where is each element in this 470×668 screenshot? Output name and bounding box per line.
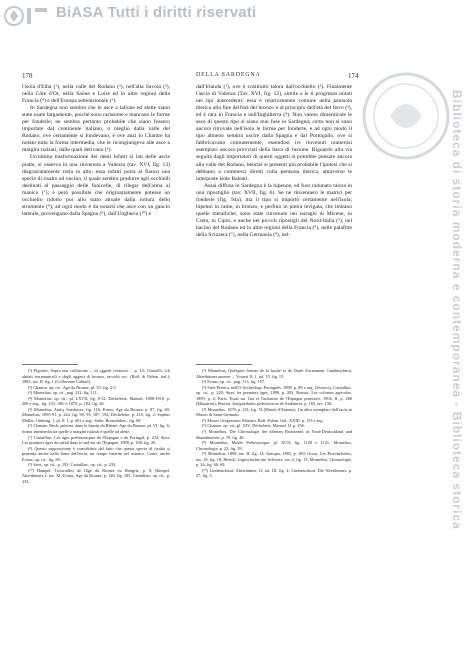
paragraph: Assai diffusa in Sardegna è la bipenne, ed fuor radunato talora in una ripostiglio (tav. XVII, fig. 6). Se ne rinvennero le matrici per fonderle (fig. 94a), ma il tipo si importò certamente nell'isola; bipenni in rame, in bronzo, e perfino in pietra levigata, che imitano quelle metalliche, sono state rinvenute nei nuraghi di Micene, in Creta, in Cipro, e anche nei piccoli ripostigli del Nord-Italia (⁵), nel bacino del Rodano ed in altre regioni della Francia (⁶), nelle palafitte della Svizzera (⁷), nella Germania (⁸), nel- [196,182,352,238]
paragraph: In Sardegna non sembra che le asce a tallone ed alette siano state usate largamente, poichè sono rarissime e mancano le forme per fonderle; ne sembra pertanto probabile che siano fossero importate dal continente italiano, o meglio dalla valle del Rodano, ove certamente si fondevano, e ove anzi lo Chantre ha notato tutta la forma intermedia, che le ricongiungeva alle asce a margini rialzati, dalle quali derivano (⁶). [22,105,170,154]
library-seal-icon [360,70,452,162]
footnote: (⁷) Cartailhac, Les âges préhistoriques de l'Espagne e du Portugal, p. 232; Siret, Les premiers âges du métal dans le sud-est de l'Espagne, 1888, p. 168, fig. 20. [22,434,170,446]
page-number-right: 174 [348,72,359,80]
footnote: (¹) Montelius, Quelques formes de la hache et de l'épée d'ornement. Lindenschmit, Alterthümer unserer ... Vorzeit II, 1, taf. VI, fig. 15. [196,368,352,379]
footnote: (⁸) Montelius, Musée Préhistorique, pl. XCII, fig. 1120 e 1121; Montelius, Chronologie, p. 22, fig. 59. [196,440,352,451]
right-footnotes [196,362,352,479]
watermark-text: BiASA Tutti i diritti riservati [56,4,257,21]
footnote: (¹) Pigorini, Sopra una collezione ... di oggetti ceramici ... p. 10; Chiarelli, Gli abitati terramaricoli e degli oggetti di bronzo, raccolti ecc. (Bull. di Paletn. ital.), 1885, tav. II, fig. 1 (Collezione Cabiati). [22,368,170,385]
footnote: (⁶) Chantre, Rech. paleont. dans le bassin du Rhône: Age du Bronze, pl. VI, fig. 6; forma intermedia tra quelle a margini rialzati e quelle ad alette. [22,423,170,435]
footnote: (²) Chantre, op. cit., Age du Bronze, pl. VI, fig. 2-5. [28,384,117,390]
footnote: (³) Montelius, op. cit., pag. 212, fig. 111. [28,390,98,396]
footnote: (⁷) Montelius, Die Chronologie der ältesten Bronzezeit in Nord-Deutschland und Skandinavien, p. 78, fig. 46. [196,429,352,440]
paragraph: Un'ultima trasformazione dei denti infatti si lati delle ascie piatte, si osserva in una rinvenuta a Valenza (tav. XVI, fig. 13) disgraziatamente rotta in alto; essa infatti porta al fianco una specie di risalto ad uncino, il quale sembra produrre agli occhielli destinati al passaggio delle funicelle, di rilegar dell'arma al manico (⁷); è però possibile che originariamente potesse un occhiello ridotto poi allo stato attuale dalla rottura dello strumento (⁸); ad ogni modo è da notarsi che asce con un gancio laterale, provengono dalla Spagna (⁹), dall'Ungheria (¹⁰) e [22,154,170,217]
biasa-logo-icon [4,2,56,30]
vertical-watermark: Biblioteca di storia moderna e contemporanea - Biblioteca storica [450,90,464,530]
footnote-rule [196,364,252,365]
running-head: DELLA SARDEGNA [196,72,261,78]
footnote: (¹⁰) Lindenschmit, Alterthümer, II, taf. III, fig. 4; Lindenschmit, Die Alterthümer, p. 37, fig. 3. [196,467,352,479]
footnote: (⁵) Montelius, Antiq. Suédoises, fig. 116; Evans, Age du Bronze, p. 87, fig. 60; Montelius, 1895-91, p. 224, fig. 90, 93, 187, 192; Déchelette, p. 210, fig. 2; Sophus Müller, Ordning, 1, pl. 8; 1, p. 201 e seg.; Salin, Bronsålders., fig. 68. [22,406,170,423]
footnote: (¹⁰) Hampel, Trouvailles de l'âge du Bronze en Hongrie, p. 8; Hampel, Alterthümer, I, tav. XI; Evans, Age du Bronze, p. 148, fig. 185; Cartailhac, op. cit., p. 233. [22,467,170,484]
watermark-banner [0,0,470,34]
left-column [22,84,170,218]
page-number-left: 178 [22,72,33,80]
footnote: (⁴) Montelius, 1879, p. 321, fig. 74 (Musée d'Amiens). Un altro esemplare dell'ascia in Museo di Saint-Germain. [196,406,352,418]
paragraph: l'isola d'Elba (¹), nella valle del Rodano (²), nell'alta Savoia (³), nella Côte d'Or, nella Saône e Loire ed in altre regioni della Francia (⁴) e dell'Europa settentrionale (⁵). [22,84,170,105]
footnote: (⁶) Chantre, op. cit., pl. XIV; Déchelette, Manuel, II, p. 256. [202,423,305,429]
footnote: (⁵) Museo Gregoriano; Mariani, Bull. Paletn. Ital., XXIII, p. 153 e seg. [202,417,324,423]
footnote: (⁹) Siret, op. cit., p. 193; Cartailhac, op. cit., p. 233. [28,462,117,468]
footnote: (⁸) Questo supposizione è convalidata dal fatto che questa specie di risalto si presenta anche nella lama dell'ascia, un tempo inserita nel manico. Confr. anche Evans, op. cit., fig. 69. [22,445,170,462]
footnote: (⁹) Montelius, 1898, tav. II, fig. 14; Antiqua, 1885, p. 180; Gross, Les Protohelvètes, tav. 18, fig. 18; Heierli, Urgeschichte der Schweiz, tav. 2, fig. 15; Montelius, Chronologie, p. 24, fig. 66, 69. [196,451,352,468]
right-column [196,84,352,239]
footnote: (³) Siret Pereira, nell'O Archeologo Português, 1898, p. 88 e seg. (Tesoros); Cartailhac, op. cit., p. 220; Siret, les premiers âges, 1890, p. 283; Bonsor, Les colonies agricoles, 1899, p. 2; Paris, Essai sur l'art et l'industrie de l'Espagne primitive, 1904, II, p. 260 (Mazarrón); Pereira, Antigüedades prehistóricas de Andalucía, p. 165, tav. 138. [196,384,352,407]
footnote: (⁴) Montelius, op. cit., pl. LXVII, fig. 8-12; Déchelette, Manuel, 1888-1910, p. 206 e seg., fig. 133, 186; e 1879, p. 182, fig. 36. [22,395,170,407]
footnote: (²) Evans, op. cit., pag. 113, fig. 107. [202,379,266,385]
paragraph: dall'Irlanda (¹), ove è costituito talora dall'occhiello (²). Finalmente l'ascia di Valenza (Tav. XVI, fig. 12), simile a le ti progresso notati nei tipi antecedenti; essa è relativamente comune nella penisola iberica alla fine dell'età del bronzo e al principio dell'età del ferro (³), ed è rara in Francia e nell'Inghilterra (⁴). Non vanno dimenticate le asce di questo tipo si siano mai fuse in Sardegna; certo non si sono ancora ritrovate nell'isola le forme per fonderle, e ad ogni modo il tipo almeno sembra uscire dalla Spagna e dal Portogallo, ove si fabbricavano comunemente, essendosi ivi rinvenuti numerosi esemplari ancora provvisti della bava di fusione. Riguardo alla via seguita dagli importatori di questi oggetti si potrebbe pensare ancora alla valle del Rodano, benchè si presenti più probabile l'ipotesi che si debbano a commerci diretti colla penisola iberica, attraverso le interposte isole Baleari. [196,84,352,182]
left-footnotes [22,362,170,484]
footnote-rule [22,364,78,365]
